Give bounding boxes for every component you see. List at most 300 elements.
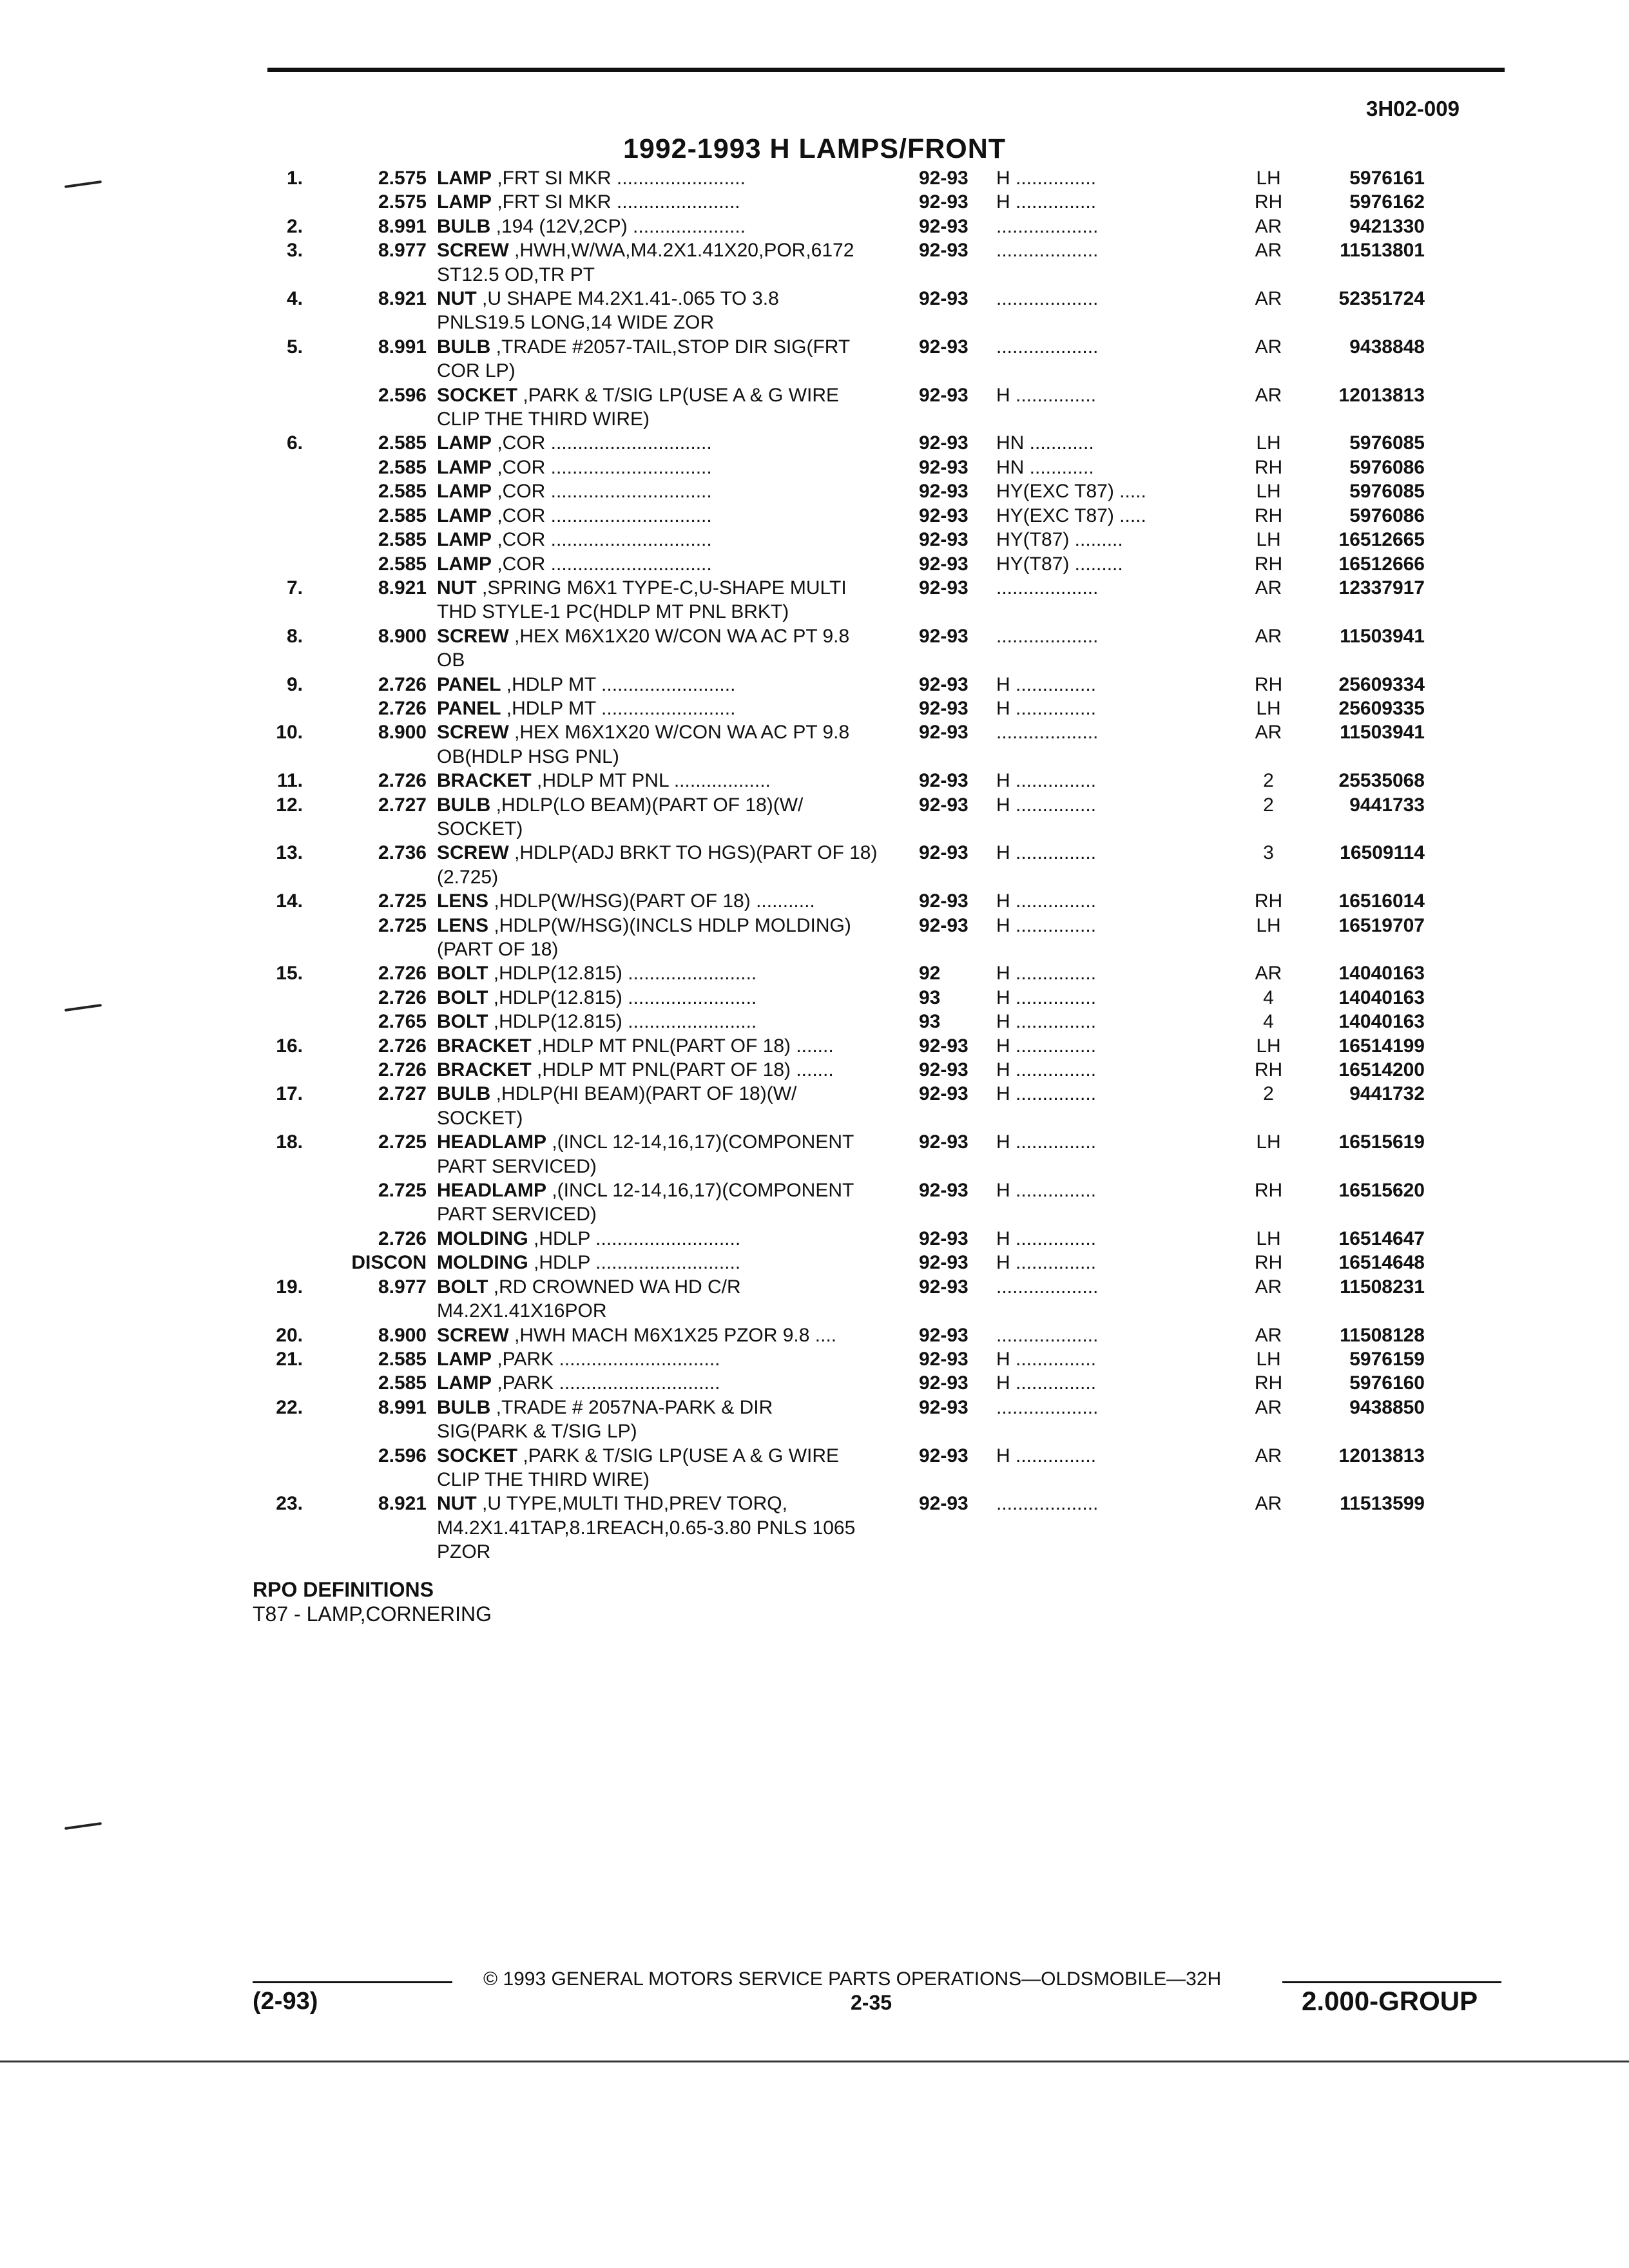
group-number: 2.585 <box>378 553 427 575</box>
part-name: LAMP <box>437 168 492 189</box>
part-detail: ,HWH MACH M6X1X25 PZOR 9.8 .... <box>508 1324 837 1346</box>
part-number: 16515620 <box>1338 1180 1425 1202</box>
part-name: LENS <box>437 914 489 936</box>
rpo-code: H ............... <box>996 1180 1097 1202</box>
part-name: SCREW <box>437 1324 509 1346</box>
quantity: LH <box>1256 529 1281 551</box>
part-description <box>437 1082 919 1130</box>
part-row <box>245 986 1527 1010</box>
quantity: AR <box>1255 1276 1282 1298</box>
part-detail: ,HEX M6X1X20 W/CON WA AC PT 9.8 OB(HDLP HSG PNL) <box>437 722 850 767</box>
part-name: LAMP <box>437 432 492 454</box>
part-description <box>437 1444 919 1492</box>
group-number: 2.726 <box>378 1035 427 1057</box>
part-name: BULB <box>437 336 491 358</box>
item-number: 21. <box>276 1348 303 1370</box>
quantity: 3 <box>1263 842 1274 864</box>
model-years: 92-93 <box>919 1083 969 1105</box>
group-number: DISCON <box>351 1252 427 1274</box>
group-number: 8.991 <box>378 1396 427 1418</box>
part-detail: ,COR .............................. <box>492 505 712 526</box>
rpo-code: HY(T87) ......... <box>996 529 1123 551</box>
group-number: 2.585 <box>378 505 427 526</box>
model-years: 92-93 <box>919 722 969 744</box>
part-number: 5976085 <box>1349 481 1425 503</box>
part-detail: ,HDLP MT PNL .................. <box>531 770 771 792</box>
part-detail: ,TRADE #2057-TAIL,STOP DIR SIG(FRT COR LP) <box>437 336 851 382</box>
part-number: 9438850 <box>1349 1396 1425 1418</box>
part-number: 11508128 <box>1340 1324 1425 1346</box>
model-years: 92-93 <box>919 1252 969 1274</box>
group-label: 2.000-GROUP <box>1302 1986 1478 2016</box>
item-number: 12. <box>276 794 303 816</box>
part-name: PANEL <box>437 673 501 695</box>
item-number: 13. <box>276 842 303 864</box>
part-row <box>245 1371 1527 1395</box>
model-years: 92-93 <box>919 1276 969 1298</box>
part-description <box>437 1130 919 1178</box>
part-detail: ,COR .............................. <box>492 456 712 478</box>
quantity: LH <box>1256 1035 1281 1057</box>
rpo-code: H ............... <box>996 697 1097 719</box>
rpo-code: H ............... <box>996 1445 1097 1466</box>
bottom-rule <box>0 2061 1629 2062</box>
part-detail: ,RD CROWNED WA HD C/R M4.2X1.41X16POR <box>437 1276 741 1322</box>
rpo-code: H ............... <box>996 1035 1097 1057</box>
part-description <box>437 673 919 697</box>
part-number: 5976161 <box>1349 168 1425 189</box>
quantity: RH <box>1254 1180 1283 1202</box>
part-name: BOLT <box>437 986 488 1008</box>
group-number: 8.900 <box>378 625 427 647</box>
group-number: 8.977 <box>378 1276 427 1298</box>
footer-copyright: © 1993 GENERAL MOTORS SERVICE PARTS OPERATIONS—OLDSMOBILE—32H <box>483 1968 1222 1990</box>
part-row <box>245 1082 1527 1130</box>
part-row <box>245 720 1527 769</box>
part-row <box>245 793 1527 841</box>
part-description <box>437 238 919 287</box>
item-number: 10. <box>276 722 303 744</box>
part-detail: ,U TYPE,MULTI THD,PREV TORQ, M4.2X1.41TAP,8.1REACH,0.65-3.80 PNLS 1065 PZOR <box>437 1493 856 1563</box>
part-name: SCREW <box>437 842 509 864</box>
quantity: AR <box>1255 1445 1282 1466</box>
quantity: RH <box>1254 1372 1283 1394</box>
part-description <box>437 914 919 962</box>
part-row <box>245 914 1527 962</box>
item-number: 5. <box>286 336 303 358</box>
part-description <box>437 769 919 793</box>
part-number: 16514200 <box>1338 1059 1425 1081</box>
part-name: SCREW <box>437 240 509 262</box>
part-name: BOLT <box>437 963 488 985</box>
part-detail: ,HDLP(12.815) ........................ <box>488 963 757 985</box>
quantity: RH <box>1254 505 1283 526</box>
model-years: 92-93 <box>919 529 969 551</box>
rpo-code: H ............... <box>996 1372 1097 1394</box>
part-row <box>245 190 1527 214</box>
model-years: 92-93 <box>919 240 969 262</box>
part-number: 14040163 <box>1338 1011 1425 1033</box>
punch-mark <box>64 1004 102 1012</box>
part-number: 16512666 <box>1338 553 1425 575</box>
part-number: 12013813 <box>1338 1445 1425 1466</box>
group-number: 2.585 <box>378 1372 427 1394</box>
part-detail: ,HDLP(HI BEAM)(PART OF 18)(W/ SOCKET) <box>437 1083 797 1129</box>
quantity: AR <box>1255 1324 1282 1346</box>
rpo-code: H ............... <box>996 890 1097 912</box>
model-years: 92-93 <box>919 890 969 912</box>
part-number: 16515619 <box>1338 1131 1425 1153</box>
group-number: 2.596 <box>378 1445 427 1466</box>
group-number: 2.725 <box>378 914 427 936</box>
part-number: 16514647 <box>1338 1227 1425 1249</box>
part-row <box>245 624 1527 673</box>
part-description <box>437 576 919 624</box>
part-description <box>437 1492 919 1564</box>
part-row <box>245 335 1527 383</box>
part-row <box>245 576 1527 624</box>
quantity: RH <box>1254 191 1283 213</box>
group-number: 2.585 <box>378 432 427 454</box>
quantity: RH <box>1254 673 1283 695</box>
model-years: 93 <box>919 1011 941 1033</box>
quantity: LH <box>1256 1131 1281 1153</box>
quantity: AR <box>1255 1396 1282 1418</box>
item-number: 16. <box>276 1035 303 1057</box>
model-years: 92-93 <box>919 697 969 719</box>
part-description <box>437 1010 919 1033</box>
part-detail: ,HDLP(W/HSG)(INCLS HDLP MOLDING) (PART OF 18) <box>437 914 851 960</box>
rpo-code: ................... <box>996 1276 1099 1298</box>
part-number: 5976086 <box>1349 505 1425 526</box>
part-row <box>245 383 1527 432</box>
model-years: 92-93 <box>919 577 969 599</box>
quantity: LH <box>1256 1348 1281 1370</box>
part-row <box>245 1010 1527 1033</box>
model-years: 92-93 <box>919 432 969 454</box>
part-number: 5976162 <box>1349 191 1425 213</box>
part-description <box>437 190 919 214</box>
part-name: SCREW <box>437 722 509 744</box>
part-number: 5976160 <box>1349 1372 1425 1394</box>
part-detail: ,HDLP(12.815) ........................ <box>488 1011 757 1033</box>
item-number: 7. <box>286 577 303 599</box>
model-years: 92-93 <box>919 1059 969 1081</box>
rpo-code: H ............... <box>996 1252 1097 1274</box>
group-number: 2.726 <box>378 697 427 719</box>
group-number: 2.726 <box>378 770 427 792</box>
part-name: HEADLAMP <box>437 1180 546 1202</box>
part-name: HEADLAMP <box>437 1131 546 1153</box>
rpo-code: HN ............ <box>996 432 1094 454</box>
footer-rule-left <box>253 1981 452 1983</box>
part-row <box>245 1034 1527 1058</box>
model-years: 92-93 <box>919 1180 969 1202</box>
item-number: 20. <box>276 1324 303 1346</box>
part-row <box>245 961 1527 985</box>
part-row <box>245 479 1527 503</box>
part-number: 5976086 <box>1349 456 1425 478</box>
part-detail: ,COR .............................. <box>492 481 712 503</box>
part-description <box>437 479 919 503</box>
part-name: LAMP <box>437 481 492 503</box>
rpo-entry: T87 - LAMP,CORNERING <box>253 1602 492 1626</box>
rpo-definitions <box>253 1577 492 1626</box>
part-description <box>437 1371 919 1395</box>
part-description <box>437 961 919 985</box>
model-years: 92-93 <box>919 336 969 358</box>
part-number: 14040163 <box>1338 986 1425 1008</box>
part-detail: ,PARK .............................. <box>492 1348 720 1370</box>
part-row <box>245 1251 1527 1274</box>
part-name: SCREW <box>437 625 509 647</box>
part-detail: ,HDLP MT ......................... <box>501 697 736 719</box>
part-number: 12337917 <box>1338 577 1425 599</box>
part-description <box>437 335 919 383</box>
part-name: NUT <box>437 1493 477 1515</box>
part-description <box>437 552 919 576</box>
part-description <box>437 166 919 190</box>
rpo-code: HY(EXC T87) ..... <box>996 505 1146 526</box>
part-name: NUT <box>437 288 477 310</box>
part-name: BRACKET <box>437 1035 532 1057</box>
part-row <box>245 238 1527 287</box>
part-description <box>437 1347 919 1371</box>
model-years: 92-93 <box>919 1035 969 1057</box>
part-name: LAMP <box>437 505 492 526</box>
group-number: 8.977 <box>378 240 427 262</box>
part-detail: ,PARK & T/SIG LP(USE A & G WIRE CLIP THE THIRD WIRE) <box>437 1445 840 1490</box>
rpo-code: H ............... <box>996 770 1097 792</box>
model-years: 92 <box>919 963 941 985</box>
part-row <box>245 1396 1527 1444</box>
rpo-code: ................... <box>996 288 1099 310</box>
part-row <box>245 552 1527 576</box>
part-number: 25535068 <box>1338 770 1425 792</box>
part-description <box>437 1227 919 1251</box>
item-number: 19. <box>276 1276 303 1298</box>
item-number: 6. <box>286 432 303 454</box>
rpo-code: H ............... <box>996 794 1097 816</box>
rpo-code: ................... <box>996 240 1099 262</box>
rpo-code: H ............... <box>996 1083 1097 1105</box>
group-number: 8.900 <box>378 1324 427 1346</box>
rpo-code: H ............... <box>996 168 1097 189</box>
part-detail: ,HDLP(W/HSG)(PART OF 18) ........... <box>488 890 815 912</box>
quantity: RH <box>1254 456 1283 478</box>
part-detail: ,HDLP(ADJ BRKT TO HGS)(PART OF 18) (2.725) <box>437 842 878 888</box>
group-number: 8.921 <box>378 577 427 599</box>
part-row <box>245 1227 1527 1251</box>
part-name: LAMP <box>437 1348 492 1370</box>
part-detail: ,(INCL 12-14,16,17)(COMPONENT PART SERVICED) <box>437 1131 854 1177</box>
part-description <box>437 1275 919 1323</box>
model-years: 92-93 <box>919 673 969 695</box>
rpo-code: H ............... <box>996 673 1097 695</box>
part-number: 11503941 <box>1340 625 1425 647</box>
item-number: 17. <box>276 1083 303 1105</box>
part-number: 11513599 <box>1340 1493 1425 1515</box>
part-row <box>245 166 1527 190</box>
model-years: 92-93 <box>919 1372 969 1394</box>
page-number: 2-35 <box>851 1991 892 2014</box>
group-number: 2.726 <box>378 963 427 985</box>
rpo-code: HY(T87) ......... <box>996 553 1123 575</box>
rpo-code: H ............... <box>996 842 1097 864</box>
rpo-code: H ............... <box>996 1227 1097 1249</box>
part-detail: ,SPRING M6X1 TYPE-C,U-SHAPE MULTI THD STYLE-1 PC(HDLP MT PNL BRKT) <box>437 577 847 623</box>
part-name: PANEL <box>437 697 501 719</box>
group-number: 2.727 <box>378 794 427 816</box>
rpo-code: HN ............ <box>996 456 1094 478</box>
part-detail: ,HDLP ........................... <box>528 1252 741 1274</box>
top-rule <box>267 68 1505 72</box>
part-description <box>437 697 919 720</box>
group-number: 2.585 <box>378 456 427 478</box>
part-row <box>245 504 1527 528</box>
quantity: 2 <box>1263 794 1274 816</box>
part-detail: ,(INCL 12-14,16,17)(COMPONENT PART SERVICED) <box>437 1180 854 1225</box>
model-years: 92-93 <box>919 1324 969 1346</box>
model-years: 92-93 <box>919 1227 969 1249</box>
part-name: SOCKET <box>437 1445 518 1466</box>
part-number: 25609334 <box>1338 673 1425 695</box>
part-number: 14040163 <box>1338 963 1425 985</box>
rpo-code: ................... <box>996 722 1099 744</box>
group-number: 2.575 <box>378 168 427 189</box>
item-number: 11. <box>276 770 303 792</box>
rpo-code: H ............... <box>996 384 1097 406</box>
quantity: LH <box>1256 914 1281 936</box>
part-number: 16516014 <box>1338 890 1425 912</box>
rpo-code: H ............... <box>996 1011 1097 1033</box>
group-number: 2.726 <box>378 1059 427 1081</box>
part-description <box>437 1396 919 1444</box>
quantity: LH <box>1256 697 1281 719</box>
group-number: 8.991 <box>378 215 427 237</box>
rpo-code: ................... <box>996 625 1099 647</box>
part-row <box>245 1130 1527 1178</box>
rpo-code: ................... <box>996 1493 1099 1515</box>
part-name: MOLDING <box>437 1252 528 1274</box>
model-years: 92-93 <box>919 1131 969 1153</box>
part-name: BULB <box>437 1396 491 1418</box>
part-row <box>245 431 1527 455</box>
part-number: 16509114 <box>1340 842 1425 864</box>
item-number: 23. <box>276 1493 303 1515</box>
quantity: RH <box>1254 1059 1283 1081</box>
group-number: 8.900 <box>378 722 427 744</box>
part-number: 12013813 <box>1338 384 1425 406</box>
item-number: 22. <box>276 1396 303 1418</box>
group-number: 2.575 <box>378 191 427 213</box>
part-name: BOLT <box>437 1011 488 1033</box>
part-description <box>437 215 919 238</box>
quantity: 2 <box>1263 1083 1274 1105</box>
item-number: 3. <box>286 240 303 262</box>
item-number: 15. <box>276 963 303 985</box>
model-years: 92-93 <box>919 1396 969 1418</box>
part-row <box>245 1058 1527 1082</box>
quantity: RH <box>1254 890 1283 912</box>
part-detail: ,PARK & T/SIG LP(USE A & G WIRE CLIP THE THIRD WIRE) <box>437 384 840 430</box>
group-number: 2.726 <box>378 1227 427 1249</box>
part-number: 11508231 <box>1340 1276 1425 1298</box>
model-years: 92-93 <box>919 456 969 478</box>
part-row <box>245 1323 1527 1347</box>
part-row <box>245 1444 1527 1492</box>
part-name: BULB <box>437 1083 491 1105</box>
part-number: 5976159 <box>1349 1348 1425 1370</box>
part-description <box>437 1034 919 1058</box>
model-years: 92-93 <box>919 384 969 406</box>
model-years: 92-93 <box>919 288 969 310</box>
model-years: 92-93 <box>919 842 969 864</box>
item-number: 2. <box>286 215 303 237</box>
rpo-code: H ............... <box>996 1059 1097 1081</box>
part-row <box>245 697 1527 720</box>
model-years: 92-93 <box>919 914 969 936</box>
page-title: 1992-1993 H LAMPS/FRONT <box>622 133 1007 164</box>
rpo-code: H ............... <box>996 963 1097 985</box>
part-description <box>437 431 919 455</box>
part-name: LAMP <box>437 1372 492 1394</box>
quantity: 4 <box>1263 1011 1274 1033</box>
part-name: SOCKET <box>437 384 518 406</box>
part-row <box>245 528 1527 552</box>
part-number: 16519707 <box>1338 914 1425 936</box>
quantity: RH <box>1254 553 1283 575</box>
footer-rule-right <box>1282 1981 1501 1983</box>
part-description <box>437 1178 919 1227</box>
part-detail: ,COR .............................. <box>492 529 712 551</box>
item-number: 14. <box>276 890 303 912</box>
part-description <box>437 841 919 889</box>
part-row <box>245 215 1527 238</box>
part-name: LAMP <box>437 456 492 478</box>
punch-mark <box>64 1822 102 1830</box>
model-years: 92-93 <box>919 1445 969 1466</box>
part-name: MOLDING <box>437 1227 528 1249</box>
part-name: LAMP <box>437 191 492 213</box>
part-description <box>437 720 919 769</box>
model-years: 92-93 <box>919 481 969 503</box>
part-detail: ,HEX M6X1X20 W/CON WA AC PT 9.8 OB <box>437 625 850 671</box>
rpo-code: ................... <box>996 1324 1099 1346</box>
quantity: AR <box>1255 577 1282 599</box>
part-description <box>437 986 919 1010</box>
model-years: 93 <box>919 986 941 1008</box>
part-name: LENS <box>437 890 489 912</box>
parts-list <box>245 166 1527 1564</box>
rpo-code: ................... <box>996 577 1099 599</box>
rpo-code: ................... <box>996 1396 1099 1418</box>
rpo-code: ................... <box>996 336 1099 358</box>
part-detail: ,HDLP(12.815) ........................ <box>488 986 757 1008</box>
part-number: 11503941 <box>1340 722 1425 744</box>
rpo-code: ................... <box>996 215 1099 237</box>
part-number: 11513801 <box>1340 240 1425 262</box>
quantity: AR <box>1255 288 1282 310</box>
part-name: BULB <box>437 215 491 237</box>
quantity: AR <box>1255 240 1282 262</box>
part-number: 9441733 <box>1349 794 1425 816</box>
model-years: 92-93 <box>919 794 969 816</box>
part-description <box>437 504 919 528</box>
group-number: 2.585 <box>378 529 427 551</box>
part-detail: ,HDLP ........................... <box>528 1227 741 1249</box>
part-row <box>245 287 1527 335</box>
